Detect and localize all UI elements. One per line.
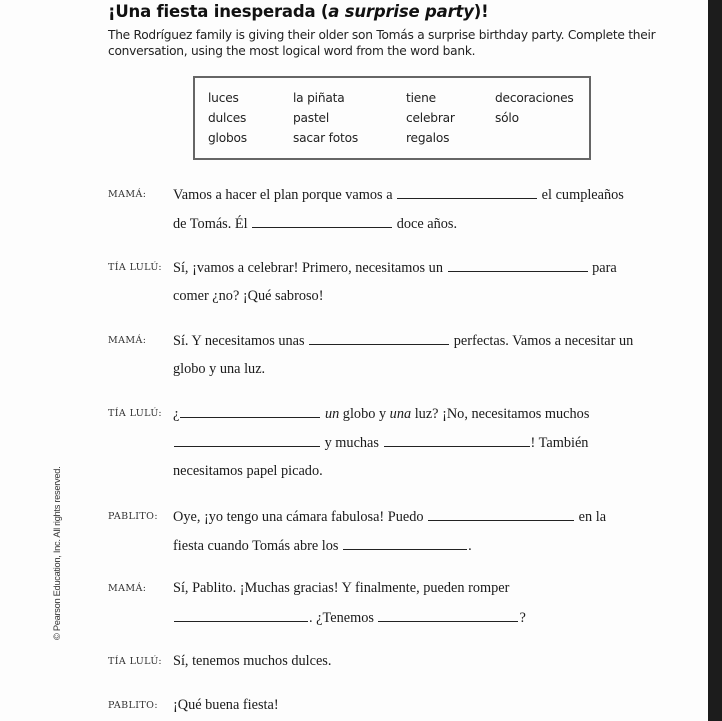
- answer-blank[interactable]: [174, 609, 308, 622]
- speaker-label: PABLITO:: [108, 700, 158, 711]
- dialogue-line: y muchas ! También: [173, 434, 588, 452]
- dialogue-line: Sí, ¡vamos a celebrar! Primero, necesitamos un para: [173, 260, 617, 276]
- answer-blank[interactable]: [180, 405, 320, 418]
- answer-blank[interactable]: [384, 434, 530, 447]
- word-bank-item: decoraciones: [495, 91, 574, 105]
- dialogue-line: globo y una luz.: [173, 361, 266, 377]
- speaker-label: TÍA LULÚ:: [108, 656, 163, 667]
- answer-blank[interactable]: [448, 259, 588, 272]
- title-text: ¡Una fiesta inesperada (: [108, 2, 329, 21]
- answer-blank[interactable]: [378, 609, 518, 622]
- copyright-notice: © Pearson Education, Inc. All rights reserved.: [52, 466, 62, 640]
- answer-blank[interactable]: [309, 332, 449, 345]
- word-bank-item: pastel: [293, 111, 330, 125]
- word-bank-item: sacar fotos: [293, 131, 359, 145]
- instructions: The Rodríguez family is giving their older son Tomás a surprise birthday party. Complete their conversation, using the most logical word from the word bank.: [108, 28, 656, 58]
- dialogue-line: ¿ un globo y una luz? ¡No, necesitamos muchos: [173, 406, 590, 422]
- title-suffix: )!: [473, 2, 489, 21]
- page-title: [108, 2, 488, 21]
- word-bank-item: celebrar: [406, 111, 455, 125]
- dialogue-line: . ¿Tenemos ?: [173, 609, 526, 627]
- word-bank-item: la piñata: [293, 91, 345, 105]
- dialogue-line: Vamos a hacer el plan porque vamos a el cumpleaños: [173, 187, 624, 203]
- dialogue-line: comer ¿no? ¡Qué sabroso!: [173, 288, 324, 304]
- speaker-label: TÍA LULÚ:: [108, 408, 163, 419]
- word-bank-item: sólo: [495, 111, 519, 125]
- speaker-label: TÍA LULÚ:: [108, 262, 163, 273]
- page-edge-shadow: [708, 0, 722, 721]
- dialogue-line: Oye, ¡yo tengo una cámara fabulosa! Puedo en la: [173, 509, 607, 525]
- dialogue-line: Sí. Y necesitamos unas perfectas. Vamos a necesitar un: [173, 333, 634, 349]
- dialogue-line: fiesta cuando Tomás abre los .: [173, 538, 472, 554]
- word-bank-item: tiene: [406, 91, 436, 105]
- title-italic-text: a surprise party: [328, 2, 474, 21]
- word-bank-item: globos: [208, 131, 247, 145]
- answer-blank[interactable]: [428, 508, 574, 521]
- dialogue-line: ¡Qué buena fiesta!: [173, 697, 279, 713]
- word-bank-item: dulces: [208, 111, 247, 125]
- dialogue-line: Sí, tenemos muchos dulces.: [173, 653, 332, 669]
- word-bank-item: luces: [208, 91, 239, 105]
- speaker-label: MAMÁ:: [108, 189, 147, 200]
- speaker-label: MAMÁ:: [108, 335, 147, 346]
- speaker-label: MAMÁ:: [108, 583, 147, 594]
- dialogue-line: Sí, Pablito. ¡Muchas gracias! Y finalmente, pueden romper: [173, 580, 510, 596]
- word-bank-box: [193, 76, 591, 160]
- dialogue-line: necesitamos papel picado.: [173, 463, 323, 479]
- answer-blank[interactable]: [397, 186, 537, 199]
- dialogue-line: de Tomás. Él doce años.: [173, 216, 458, 232]
- answer-blank[interactable]: [174, 434, 320, 447]
- answer-blank[interactable]: [252, 215, 392, 228]
- speaker-label: PABLITO:: [108, 511, 158, 522]
- word-bank-item: regalos: [406, 131, 450, 145]
- answer-blank[interactable]: [343, 537, 467, 550]
